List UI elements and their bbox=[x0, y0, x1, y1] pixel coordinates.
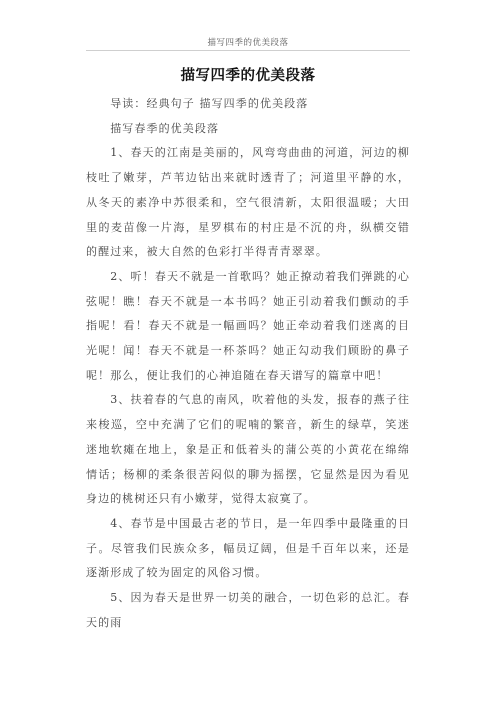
paragraph-3: 3、扶着春的气息的南风，吹着他的头发，报春的燕子往来梭巡，空中充满了它们的呢喃的繁音，新生的绿草，笑迷迷地软瘫在地上，象是正和低着头的蒲公英的小黄花在绵绵情话；杨柳的柔条很苦闷似的聊为摇摆，它显然是因为看见身边的桃树还只有小嫩芽，觉得太寂寞了。 bbox=[86, 393, 410, 506]
paragraph-5: 5、因为春天是世界一切美的融合，一切色彩的总汇。春天的雨 bbox=[86, 591, 410, 629]
intro-line: 导读：经典句子 描写四季的优美段落 bbox=[110, 97, 309, 110]
paragraph-4: 4、春节是中国最古老的节日，是一年四季中最隆重的日子。尽管我们民族众多，幅员辽阔，但是千百年以来，还是逐渐形成了较为固定的风俗习惯。 bbox=[86, 516, 410, 580]
document-body bbox=[86, 92, 410, 635]
paragraph-1: 1、春天的江南是美丽的，风弯弯曲曲的河道，河边的柳枝吐了嫩芽，芦苇边钻出来就时透青了；河道里平静的水，从冬天的素净中苏很柔和，空气很清新，太阳很温暖；大田里的麦苗像一片海，星罗棋布的村庄是不沉的舟，纵横交错的醒过来，被大自然的色彩打半得青青翠翠。 bbox=[86, 146, 410, 259]
running-header: 描写四季的优美段落 bbox=[207, 38, 289, 48]
document-title: 描写四季的优美段落 bbox=[180, 68, 316, 84]
section-heading: 描写春季的优美段落 bbox=[110, 121, 220, 135]
paragraph-2: 2、听！春天不就是一首歌吗？她正撩动着我们弹跳的心弦呢！瞧！春天不就是一本书吗？她正引动着我们颤动的手指呢！看！春天不就是一幅画吗？她正牵动着我们迷离的目光呢！闻！春天不就是一杯茶吗？她正勾动我们顾盼的鼻子呢！那么，便让我们的心神追随在春天谱写的篇章中吧！ bbox=[86, 269, 410, 382]
header-divider bbox=[86, 50, 410, 51]
